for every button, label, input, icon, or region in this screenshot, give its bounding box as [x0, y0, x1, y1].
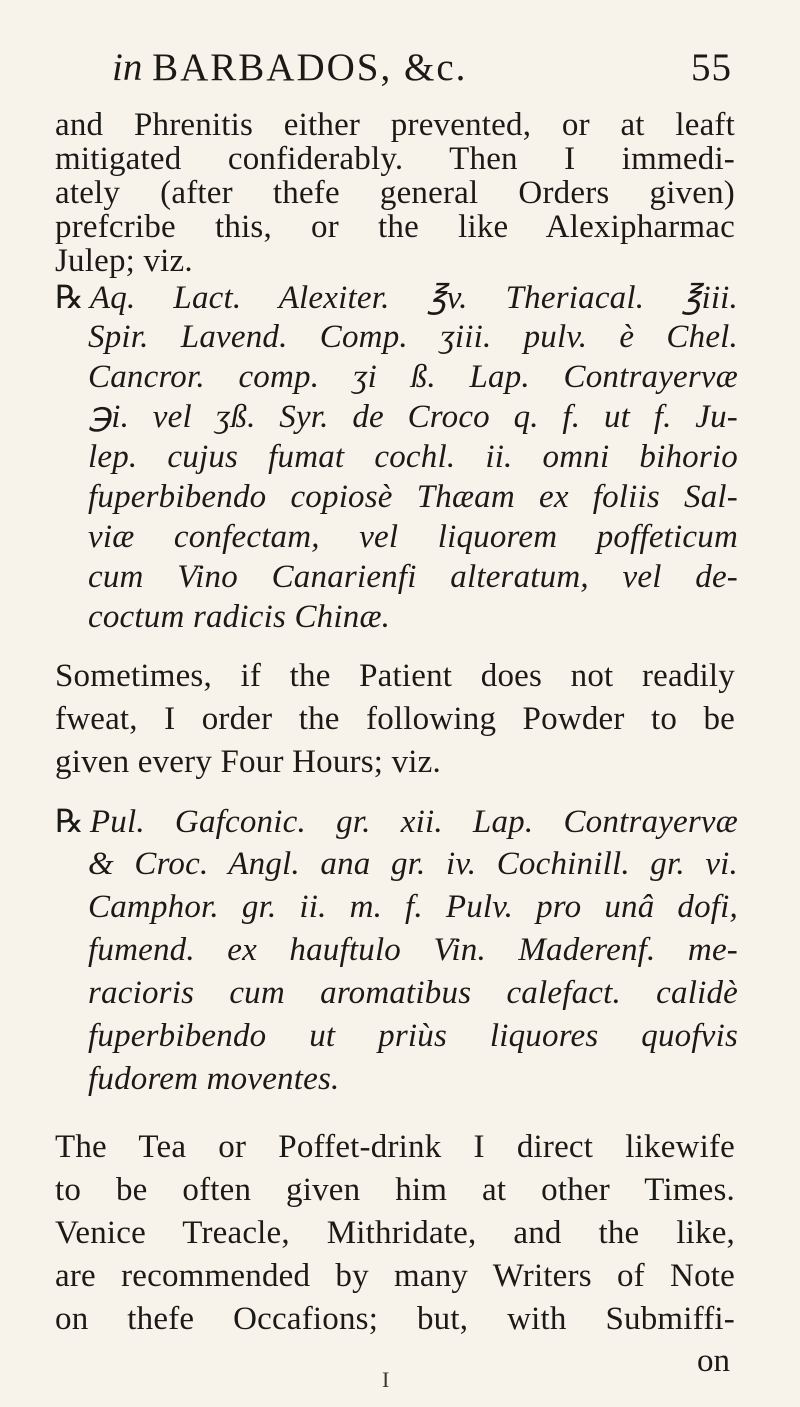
signature-mark: I	[382, 1367, 390, 1392]
p3-line-2: to be often given him at other Times.	[55, 1172, 735, 1208]
recipe1-line-9: coctum radicis Chinæ.	[88, 599, 391, 635]
catchword: on	[697, 1343, 730, 1379]
p1-line-3: ately (after thefe general Orders given)	[55, 175, 735, 211]
running-header	[112, 44, 732, 92]
header-title: BARBADOS, &c.	[152, 46, 468, 89]
p3-line-3: Venice Treacle, Mithridate, and the like,	[55, 1215, 735, 1251]
p3-line-1: The Tea or Poffet-drink I direct likewife	[55, 1129, 735, 1165]
recipe2-line-2: & Croc. Angl. ana gr. iv. Cochinill. gr. vi.	[88, 846, 738, 882]
recipe2-line-7: fudorem moventes.	[88, 1061, 340, 1097]
p1-line-4: prefcribe this, or the like Alexipharmac	[55, 209, 735, 245]
rx-symbol-1: ℞	[55, 279, 84, 315]
recipe2-line-3: Camphor. gr. ii. m. f. Pulv. pro unâ dofi,	[88, 889, 738, 925]
recipe1-text-1: Aq. Lact. Alexiter. ℥v. Theriacal. ℥iii.	[89, 280, 738, 316]
page-number: 55	[691, 46, 732, 89]
p2-line-3: given every Four Hours; viz.	[55, 744, 441, 780]
rx-symbol-2: ℞	[55, 803, 84, 839]
recipe1-line-7: viæ confectam, vel liquorem poffeticum	[88, 519, 738, 555]
p2-line-2: fweat, I order the following Powder to be	[55, 701, 735, 737]
recipe1-line-3: Cancror. comp. ʒi ß. Lap. Contrayervæ	[88, 359, 738, 395]
recipe2-line-6: fuperbibendo ut priùs liquores quofvis	[88, 1018, 738, 1054]
p2-line-1: Sometimes, if the Patient does not readily	[55, 658, 735, 694]
p1-line-2: mitigated confiderably. Then I immedi-	[55, 141, 735, 177]
recipe1-line-1	[55, 276, 738, 319]
p3-line-5: on thefe Occafions; but, with Submiffi-	[55, 1301, 735, 1337]
p1-line-1: and Phrenitis either prevented, or at leaft	[55, 107, 735, 143]
recipe2-line-4: fumend. ex hauftulo Vin. Maderenf. me-	[88, 932, 738, 968]
p1-line-5: Julep; viz.	[55, 243, 193, 279]
header-prefix: in	[112, 46, 143, 89]
recipe2-line-5: racioris cum aromatibus calefact. calidè	[88, 975, 738, 1011]
recipe2-line-1	[55, 800, 738, 843]
recipe2-text-1: Pul. Gafconic. gr. xii. Lap. Contrayervæ	[89, 804, 738, 840]
recipe1-line-6: fuperbibendo copiosè Thæam ex foliis Sal-	[88, 479, 738, 515]
p3-line-4: are recommended by many Writers of Note	[55, 1258, 735, 1294]
recipe1-line-8: cum Vino Canarienfi alteratum, vel de-	[88, 559, 738, 595]
recipe1-line-5: lep. cujus fumat cochl. ii. omni bihorio	[88, 439, 738, 475]
recipe1-line-4: ℈i. vel ʒß. Syr. de Croco q. f. ut f. Ju-	[88, 399, 738, 435]
recipe1-line-2: Spir. Lavend. Comp. ʒiii. pulv. è Chel.	[88, 319, 738, 355]
